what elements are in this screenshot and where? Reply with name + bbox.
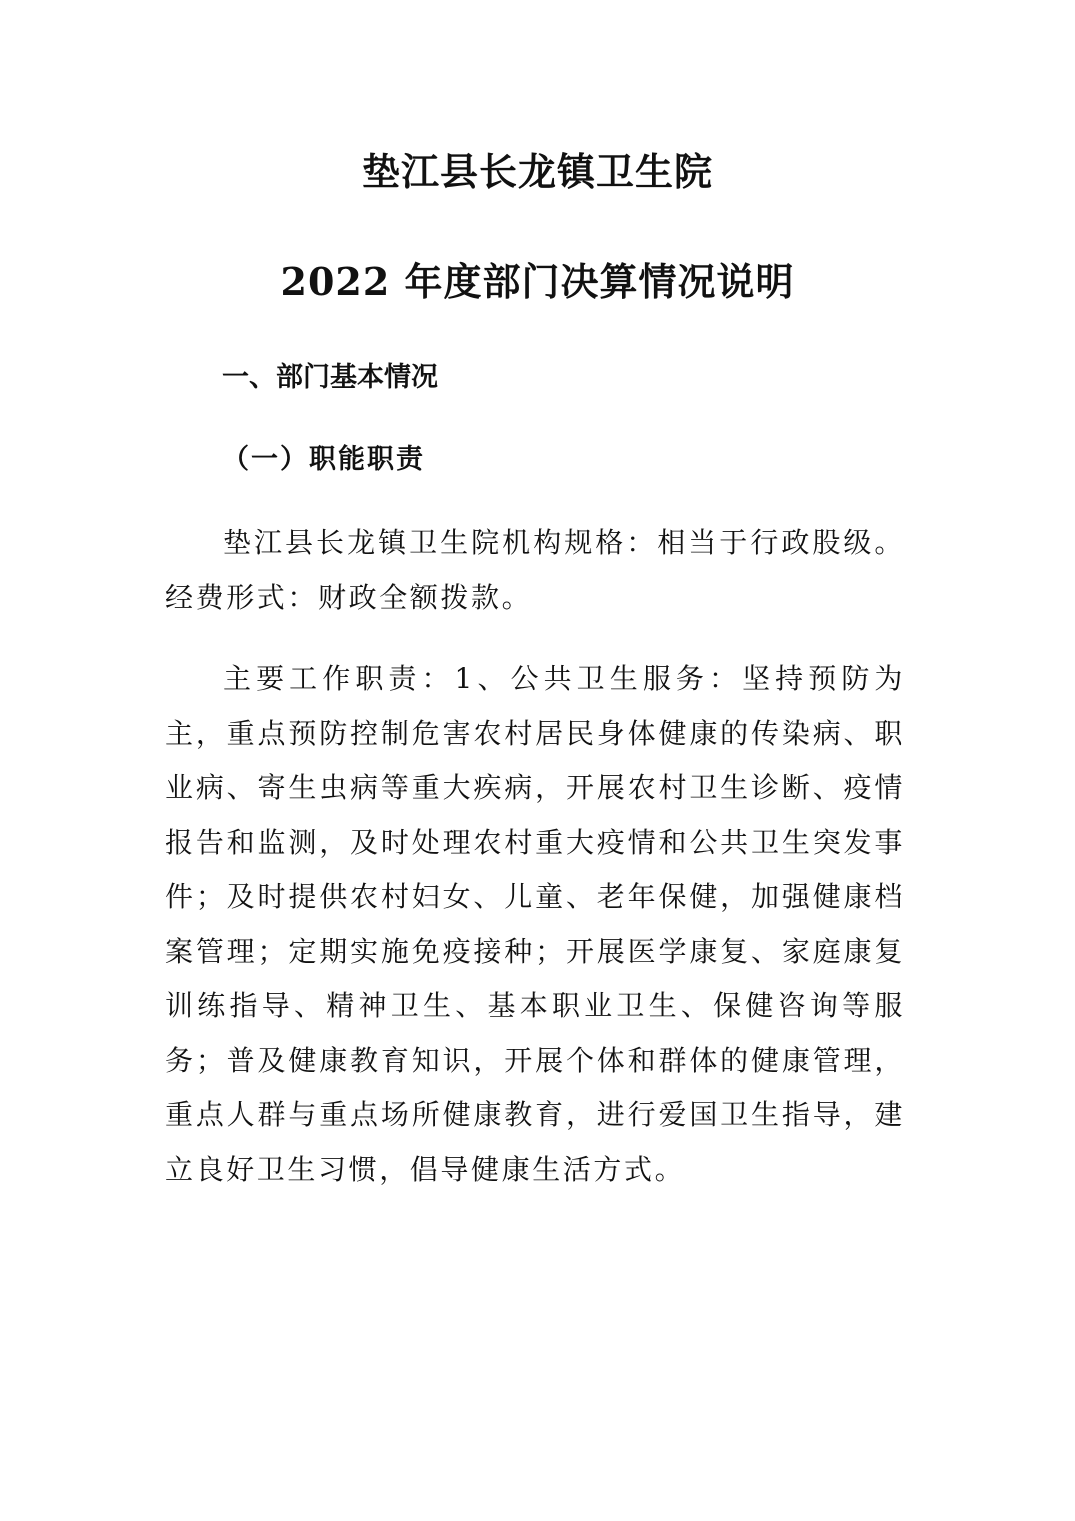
section-heading: 一、部门基本情况	[222, 362, 438, 393]
paragraph-main-duties: 主要工作职责：1、公共卫生服务：坚持预防为主，重点预防控制危害农村居民身体健康的传染病、职业病、寄生虫病等重大疾病，开展农村卫生诊断、疫情报告和监测，及时处理农村重大疫情和公共卫生突发事件；及时提供农村妇女、儿童、老年保健，加强健康档案管理；定期实施免疫接种；开展医学康复、家庭康复训练指导、精神卫生、基本职业卫生、保健咨询等服务；普及健康教育知识，开展个体和群体的健康管理，重点人群与重点场所健康教育，进行爱国卫生指导，建立良好卫生习惯，倡导健康生活方式。	[165, 662, 905, 1186]
document-title: 垫江县长龙镇卫生院	[361, 149, 713, 194]
document-subtitle: 2022 年度部门决算情况说明	[280, 259, 795, 304]
subsection-heading: （一）职能职责	[222, 444, 425, 475]
paragraph-institution-info: 垫江县长龙镇卫生院机构规格：相当于行政股级。经费形式：财政全额拨款。	[165, 526, 905, 614]
